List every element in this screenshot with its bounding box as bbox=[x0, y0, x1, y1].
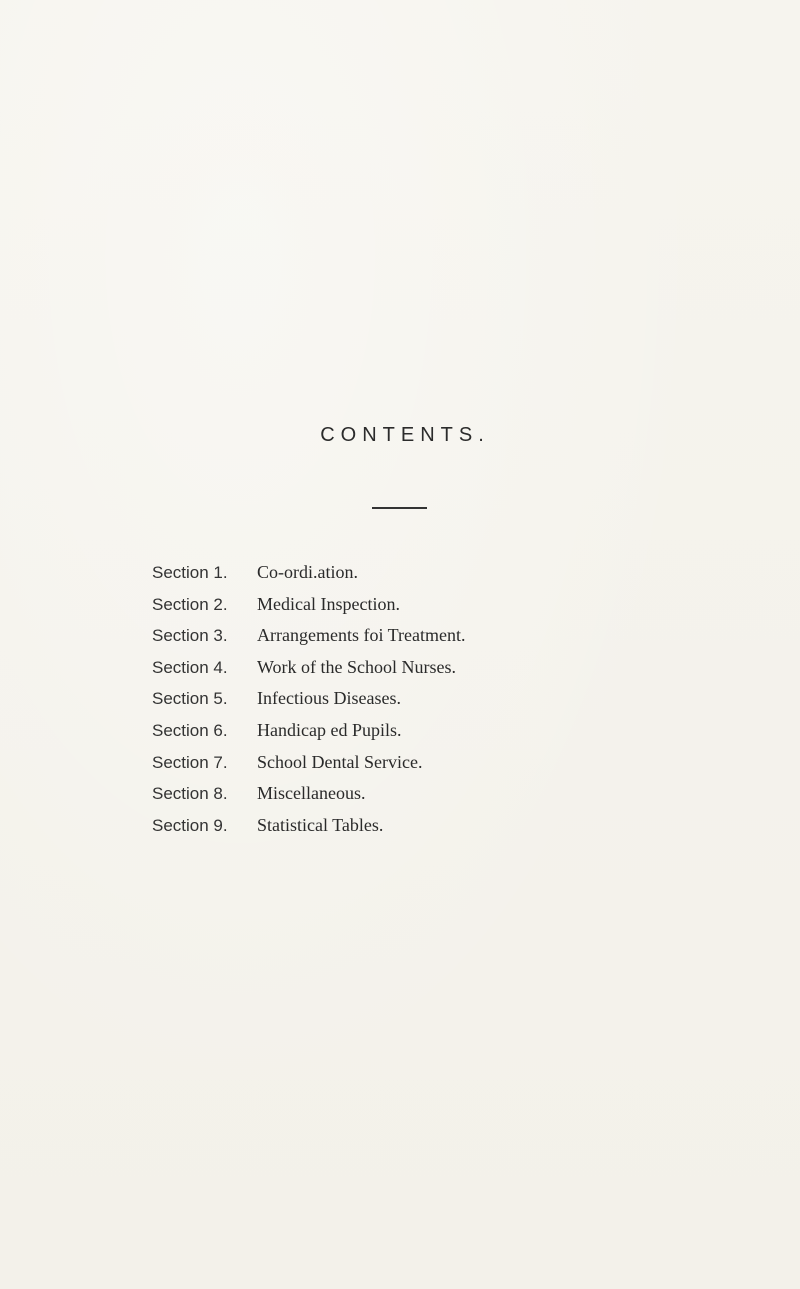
toc-section-title: Arrangements foi Treatment. bbox=[257, 625, 466, 646]
toc-section-number: Section 2. bbox=[152, 594, 228, 614]
page-title: CONTENTS. bbox=[320, 424, 490, 446]
toc-section-title: Miscellaneous. bbox=[257, 783, 366, 804]
title-divider bbox=[372, 507, 427, 509]
toc-section-number: Section 6. bbox=[152, 720, 228, 740]
toc-entry bbox=[152, 815, 712, 847]
toc-section-title: Medical Inspection. bbox=[257, 593, 400, 614]
toc-entry bbox=[152, 562, 712, 594]
toc-entry bbox=[152, 688, 712, 720]
toc-section-title: Statistical Tables. bbox=[257, 814, 384, 835]
toc-section-title: School Dental Service. bbox=[257, 751, 423, 772]
toc-section-number: Section 4. bbox=[152, 657, 228, 677]
toc-section-number: Section 9. bbox=[152, 815, 228, 835]
toc-section-title: Infectious Diseases. bbox=[257, 688, 401, 709]
toc-section-title: Co-ordi.ation. bbox=[257, 562, 358, 582]
toc-entry bbox=[152, 783, 712, 815]
toc-section-title: Handicap ed Pupils. bbox=[257, 719, 402, 740]
toc-section-number: Section 7. bbox=[152, 752, 228, 772]
toc-section-number: Section 8. bbox=[152, 784, 228, 804]
toc-section-number: Section 5. bbox=[152, 689, 228, 709]
toc-entry bbox=[152, 752, 712, 784]
toc-entry bbox=[152, 720, 712, 752]
toc-section-number: Section 1. bbox=[152, 563, 228, 582]
toc-section-number: Section 3. bbox=[152, 626, 228, 646]
toc-section-title: Work of the School Nurses. bbox=[257, 656, 457, 677]
table-of-contents bbox=[152, 562, 712, 846]
toc-entry bbox=[152, 594, 712, 626]
toc-entry bbox=[152, 625, 712, 657]
toc-entry bbox=[152, 657, 712, 689]
